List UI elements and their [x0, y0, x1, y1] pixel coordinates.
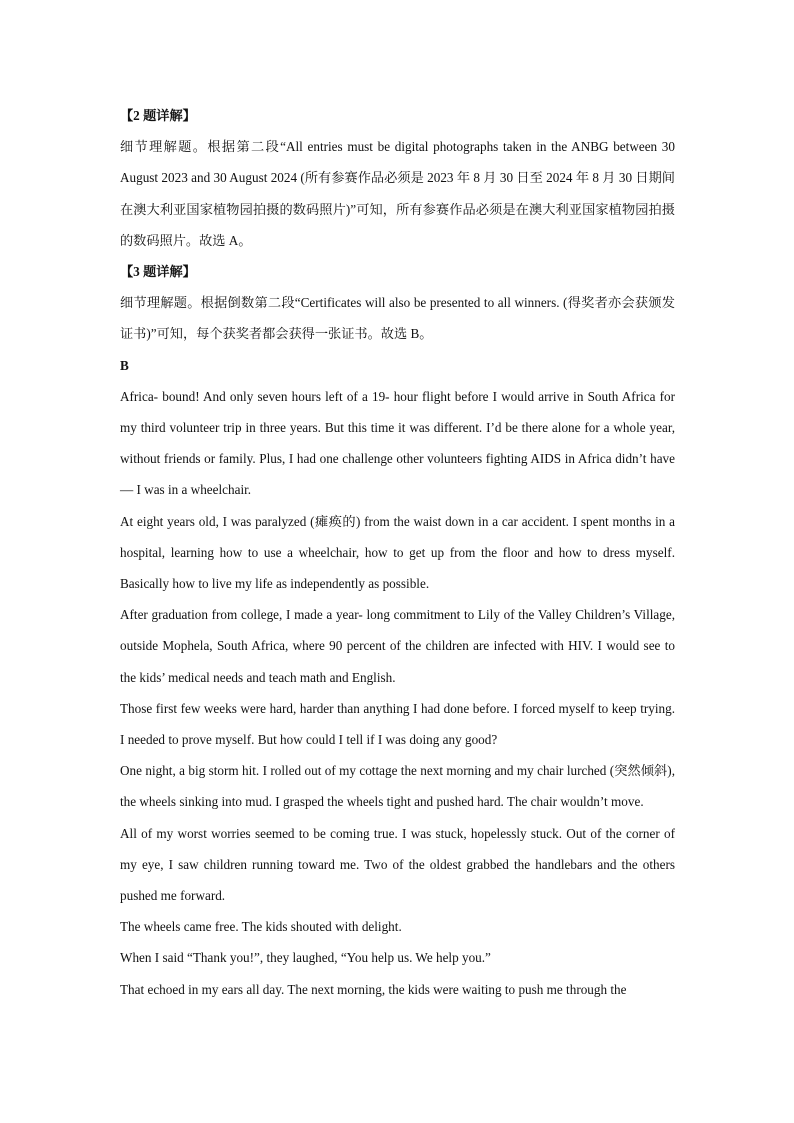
document-page — [120, 100, 675, 1005]
passage-paragraph: At eight years old, I was paralyzed (瘫痪的) from the waist down in a car accident. I spent months in a hospital, learning how to use a wheelchair, how to get up from the floor and how to dress myself. Basically how to live my life as independently as possible. — [120, 513, 675, 592]
q2-explanation-text: 细节理解题。根据第二段“All entries must be digital photographs taken in the ANBG between 30 August 2023 and 30 August 2024 (所有参赛作品必须是 2023 年 8 月 30 日至 2024 年 8 月 30 日期间在澳大利亚国家植物园拍摄的数码照片)”可知，所有参赛作品必须是在澳大利亚国家植物园拍摄的数码照片。故选 A。 — [120, 139, 675, 248]
passage-paragraph: One night, a big storm hit. I rolled out of my cottage the next morning and my chair lurched (突然倾斜), the wheels sinking into mud. I grasped the wheels tight and pushed hard. The chair wouldn’t move. — [120, 763, 675, 810]
passage-paragraph: That echoed in my ears all day. The next morning, the kids were waiting to push me through the — [120, 981, 627, 997]
passage-paragraph: Those first few weeks were hard, harder than anything I had done before. I forced myself to keep trying. I needed to prove myself. But how could I tell if I was doing any good? — [120, 700, 675, 748]
q3-explanation-heading: 【3 题详解】 — [120, 264, 196, 280]
q3-explanation-text: 细节理解题。根据倒数第二段“Certificates will also be presented to all winners. (得奖者亦会获颁发证书)”可知，每个获奖者都会获得一张证书。故选 B。 — [120, 295, 675, 342]
passage-paragraph: When I said “Thank you!”, they laughed, “You help us. We help you.” — [120, 950, 491, 966]
section-b-title: B — [120, 357, 129, 373]
passage-paragraph: After graduation from college, I made a year- long commitment to Lily of the Valley Children’s Village, outside Mophela, South Africa, where 90 percent of the children are infected with HIV. I would see to the kids’ medical needs and teach math and English. — [120, 607, 675, 685]
passage-paragraph: Africa- bound! And only seven hours left of a 19- hour flight before I would arrive in South Africa for my third volunteer trip in three years. But this time it was different. I’d be there alone for a whole year, without friends or family. Plus, I had one challenge other volunteers fighting AIDS in Africa didn’t have — I was in a wheelchair. — [120, 388, 675, 498]
passage-paragraph: All of my worst worries seemed to be coming true. I was stuck, hopelessly stuck. Out of the corner of my eye, I saw children running toward me. Two of the oldest grabbed the handlebars and the others pushed me forward. — [120, 825, 675, 904]
passage-paragraph: The wheels came free. The kids shouted with delight. — [120, 919, 402, 935]
q2-explanation-heading: 【2 题详解】 — [120, 108, 196, 123]
